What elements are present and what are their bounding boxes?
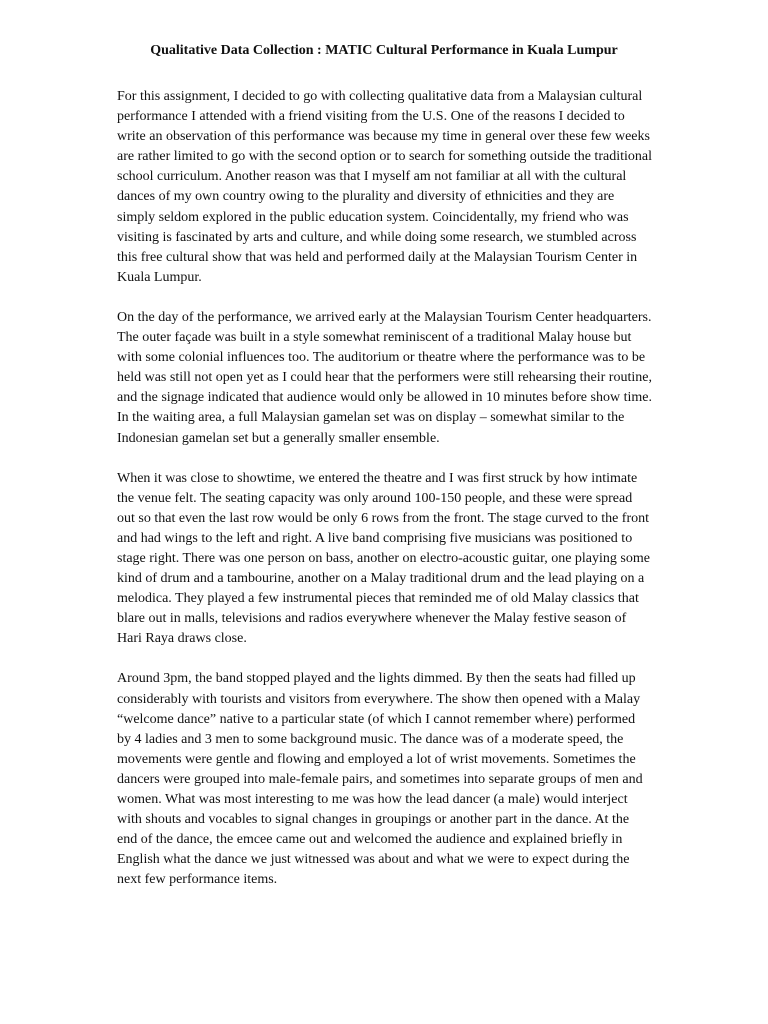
document-body (117, 87, 652, 910)
paragraph-show-opening: Around 3pm, the band stopped played and the lights dimmed. By then the seats had filled up considerably with tourists and visitors from everywhere. The show then opened with a Malay “welcome dance” native to a particular state (of which I cannot remember where) performed by 4 ladies and 3 men to some background music. The dance was of a moderate speed, the movements were gentle and flowing and employed a lot of wrist movements. Sometimes the dancers were grouped into male-female pairs, and sometimes into separate groups of men and women. What was most interesting to me was how the lead dancer (a male) would interject with shouts and vocables to signal changes in groupings or another part in the dance. At the end of the dance, the emcee came out and welcomed the audience and explained briefly in English what the dance we just witnessed was about and what we were to expect during the next few performance items. (117, 671, 643, 888)
paragraph-intro: For this assignment, I decided to go with collecting qualitative data from a Malaysian cultural performance I attended with a friend visiting from the U.S. One of the reasons I decided to write an observation of this performance was because my time in general over these few weeks are rather limited to go with the second option or to search for something outside the traditional school curriculum. Another reason was that I myself am not familiar at all with the cultural dances of my own country owing to the plurality and diversity of ethnicities and they are simply seldom explored in the public education system. Coincidentally, my friend who was visiting is fascinated by arts and culture, and while doing some research, we stumbled across this free cultural show that was held and performed daily at the Malaysian Tourism Center in Kuala Lumpur. (117, 89, 652, 285)
paragraph-theatre: When it was close to showtime, we entered the theatre and I was first struck by how intimate the venue felt. The seating capacity was only around 100-150 people, and these were spread out so that even the last row would be only 6 rows from the front. The stage curved to the front and had wings to the left and right. A live band comprising five musicians was positioned to stage right. There was one person on bass, another on electro-acoustic guitar, one playing some kind of drum and a tambourine, another on a Malay traditional drum and the lead playing on a melodica. They played a few instrumental pieces that reminded me of old Malay classics that blare out in malls, televisions and radios everywhere whenever the Malay festive season of Hari Raya draws close. (117, 470, 650, 647)
document-title: Qualitative Data Collection : MATIC Cultural Performance in Kuala Lumpur (150, 43, 618, 58)
paragraph-arrival: On the day of the performance, we arrived early at the Malaysian Tourism Center headquarters. The outer façade was built in a style somewhat reminiscent of a traditional Malay house but with some colonial influences too. The auditorium or theatre where the performance was to be held was still not open yet as I could hear that the performers were still rehearsing their routine, and the signage indicated that audience would only be allowed in 10 minutes before show time. In the waiting area, a full Malaysian gamelan set was on display – somewhat similar to the Indonesian gamelan set but a generally smaller ensemble. (117, 309, 652, 446)
